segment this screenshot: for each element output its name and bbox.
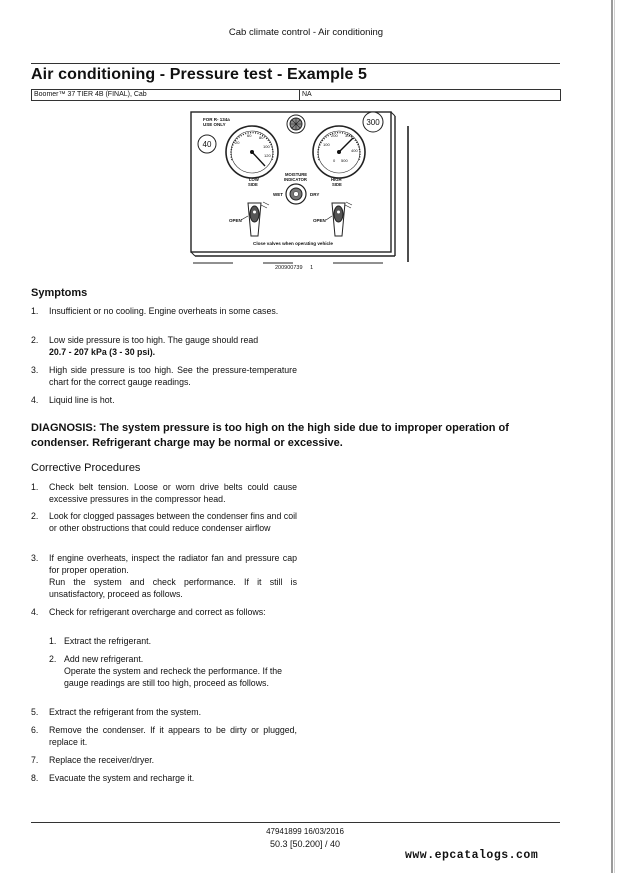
corrective-heading: Corrective Procedures [31, 462, 141, 474]
watermark: www.epcatalogs.com [405, 849, 539, 862]
list-item [31, 552, 297, 600]
page-edge [611, 0, 613, 873]
low-tick-e: 120 [264, 153, 271, 158]
list-item [31, 772, 297, 784]
list-item [31, 606, 297, 618]
item-text: Low side pressure is too high. The gauge should read [49, 335, 259, 345]
title-rule [31, 63, 560, 64]
item-number: 1. [31, 482, 39, 492]
high-tick-d: 400 [351, 148, 358, 153]
item-number: 3. [31, 365, 39, 375]
item-bold-value: 20.7 - 207 kPa (3 - 30 psi). [49, 347, 156, 357]
list-item [31, 706, 297, 718]
list-item [31, 724, 297, 748]
item-number: 4. [31, 395, 39, 405]
item-number: 2. [31, 335, 39, 345]
high-tick-c: 300 [345, 133, 352, 138]
low-tick-c: 80 [259, 135, 264, 140]
high-tick-e: 500 [341, 158, 348, 163]
moisture-label: MOISTURE [285, 172, 308, 177]
callout-low: 40 [202, 140, 212, 149]
open-right-label: OPEN [313, 218, 326, 223]
indicator-label: INDICATOR [284, 177, 307, 182]
symptoms-heading: Symptoms [31, 287, 88, 299]
list-item [31, 481, 297, 505]
item-number: 4. [31, 607, 39, 617]
list-item [31, 394, 297, 406]
item-text: High side pressure is too high. See the pressure-temperature chart for the correct gauge readings. [49, 365, 297, 387]
figure-index: 1 [310, 265, 314, 271]
list-item [31, 305, 297, 317]
item-text: Look for clogged passages between the condenser fins and coil or other obstructions that could reduce condenser airflow [49, 511, 297, 533]
item-number: 7. [31, 755, 39, 765]
high-side-label: SIDE [332, 182, 342, 187]
item-text: Remove the condenser. If it appears to be dirty or plugged, replace it. [49, 725, 297, 747]
item-text: Check belt tension. Loose or worn drive belts could cause excessive pressures in the compressor head. [49, 482, 297, 504]
item-text: Liquid line is hot. [49, 395, 115, 405]
item-number: 5. [31, 707, 39, 717]
list-item [31, 334, 297, 358]
high-tick-a: 100 [323, 142, 330, 147]
gauge-set-illustration [183, 106, 415, 278]
figure-id: 200900739 [275, 265, 303, 271]
item-number: 1. [31, 306, 39, 316]
sub-item-text: Add new refrigerant. [64, 654, 144, 664]
item-number: 3. [31, 553, 39, 563]
figure-caption [275, 265, 313, 271]
footer-rule [31, 822, 560, 823]
item-text: Extract the refrigerant from the system. [49, 707, 202, 717]
page-footer [160, 826, 450, 850]
callout-high: 300 [366, 118, 380, 127]
item-text: Replace the receiver/dryer. [49, 755, 155, 765]
item-number: 8. [31, 773, 39, 783]
low-tick-b: 60 [247, 133, 252, 138]
list-item [31, 364, 297, 388]
high-label: HIGH [331, 177, 342, 182]
low-label: LOW [249, 177, 259, 182]
page-title: Air conditioning - Pressure test - Example 5 [31, 66, 368, 83]
section-header: Cab climate control - Air conditioning [228, 27, 384, 38]
high-tick-b: 200 [331, 133, 338, 138]
sub-item-text: Extract the refrigerant. [64, 636, 152, 646]
page-edge-shadow [614, 0, 615, 873]
item-text: Evacuate the system and recharge it. [49, 773, 195, 783]
dry-label: DRY [310, 192, 320, 197]
wet-label: WET [273, 192, 283, 197]
model-table [31, 89, 561, 101]
low-tick-d: 100 [263, 144, 270, 149]
item-number: 2. [31, 511, 39, 521]
high-tick-zero: 0 [333, 158, 336, 163]
item-text: If engine overheats, inspect the radiator fan and pressure cap for proper operation. [49, 553, 297, 575]
close-valves-note: Close valves when operating vehicle [253, 241, 333, 246]
model-cell: Boomer™ 37 TIER 4B (FINAL), Cab [32, 90, 300, 100]
region-cell: NA [302, 91, 312, 98]
item-number: 6. [31, 725, 39, 735]
page-number: 50.3 [50.200] / 40 [269, 839, 341, 849]
low-tick-a: 20 [235, 140, 240, 145]
low-side-label: SIDE [248, 182, 258, 187]
sub-item-number: 2. [49, 654, 57, 664]
r134a-label: FOR R- 134a [203, 117, 230, 122]
item-text-continued: Run the system and check performance. If it still is unsatisfactory, proceed as follows. [49, 577, 297, 599]
sub-list-item [49, 635, 297, 647]
doc-number: 47941899 16/03/2016 [266, 827, 344, 836]
sub-item-text-continued: Operate the system and recheck the performance. If the gauge readings are still too high, proceed as follows. [64, 666, 283, 688]
list-item [31, 754, 297, 766]
list-item [31, 510, 297, 534]
item-text: Insufficient or no cooling. Engine overheats in some cases. [49, 306, 279, 316]
sub-list-item [49, 653, 297, 689]
diagnosis-text: DIAGNOSIS: The system pressure is too high on the high side due to improper operation of condenser. Refrigerant charge may be normal or excessive. [31, 422, 509, 449]
use-only-label: USE ONLY [203, 122, 226, 127]
sub-item-number: 1. [49, 636, 57, 646]
item-text: Check for refrigerant overcharge and correct as follows: [49, 607, 266, 617]
open-left-label: OPEN [229, 218, 242, 223]
